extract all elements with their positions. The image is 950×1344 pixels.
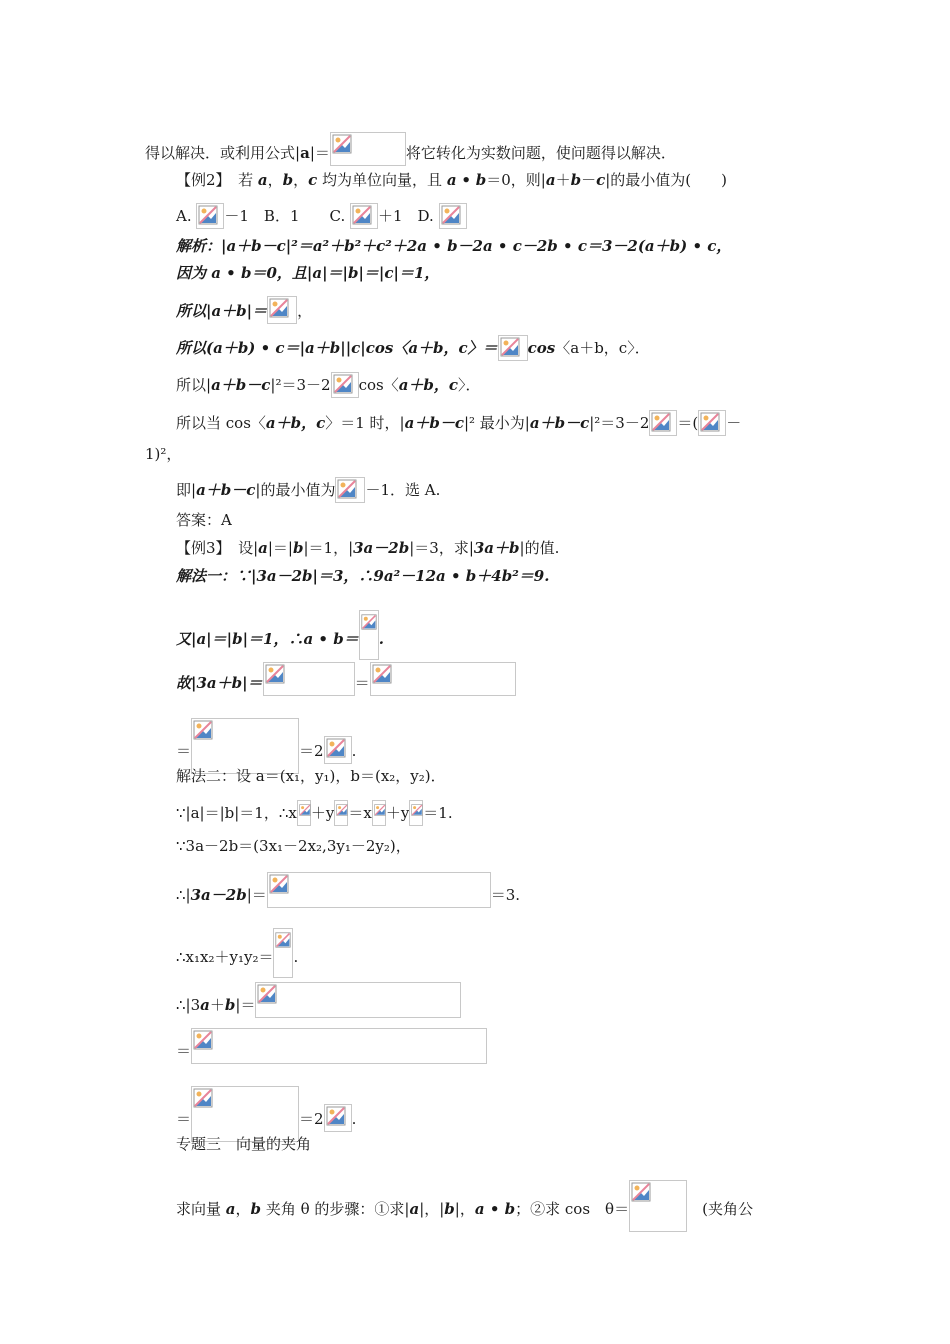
example-2-solution-3: 所以|a＋b|＝ ， <box>176 296 312 324</box>
broken-image-icon <box>352 205 372 225</box>
broken-image-icon <box>372 664 392 684</box>
broken-image-icon <box>326 1106 346 1126</box>
example-3-statement: 【例3】 设|a|＝|b|＝1，|3a－2b|＝3，求|3a＋b|的值. <box>176 539 560 557</box>
formula-image <box>350 203 378 229</box>
example-2-solution-6: 所以当 cos〈a＋b，c〉＝1 时，|a＋b－c|² 最小为|a＋b－c|²＝3－2 ＝( － <box>176 410 741 436</box>
formula-image <box>334 800 348 826</box>
formula-image <box>297 800 311 826</box>
formula-image <box>324 1104 352 1132</box>
formula-image <box>331 372 359 398</box>
formula-image <box>359 610 379 660</box>
formula-image <box>498 335 528 361</box>
formula-image <box>191 1028 487 1064</box>
example-3-method-1-b: 又|a|＝|b|＝1，∴a • b＝ . <box>176 610 384 660</box>
example-2-solution-6-cont: 1)²， <box>145 445 182 463</box>
formula-image <box>330 132 406 166</box>
broken-image-icon <box>411 802 423 818</box>
broken-image-icon <box>193 1088 213 1108</box>
formula-image <box>409 800 423 826</box>
broken-image-icon <box>500 337 520 357</box>
example-2-answer: 答案：A <box>176 511 232 529</box>
example-3-method-1-c: 故|3a＋b|＝ ＝ <box>176 662 516 696</box>
example-3-method-2-c: ∵3a－2b＝(3x₁－2x₂,3y₁－2y₂)， <box>176 837 411 855</box>
example-3-method-2-d: ∴|3a－2b|＝ ＝3. <box>176 872 520 908</box>
broken-image-icon <box>651 412 671 432</box>
example-2-options: A. －1 B．1 C. ＋1 D. <box>176 203 467 229</box>
formula-image <box>649 410 677 436</box>
example-3-method-2-h: ＝ ＝2 . <box>176 1086 356 1142</box>
broken-image-icon <box>265 664 285 684</box>
formula-image <box>273 928 293 978</box>
broken-image-icon <box>631 1182 651 1202</box>
example-3-method-2-e: ∴x₁x₂＋y₁y₂＝ . <box>176 928 298 978</box>
broken-image-icon <box>332 134 352 154</box>
broken-image-icon <box>441 205 461 225</box>
broken-image-icon <box>361 612 377 632</box>
broken-image-icon <box>193 1030 213 1050</box>
formula-image <box>698 410 726 436</box>
broken-image-icon <box>299 802 311 818</box>
formula-image <box>372 800 386 826</box>
broken-image-icon <box>275 930 291 950</box>
broken-image-icon <box>269 298 289 318</box>
formula-image <box>196 203 224 229</box>
broken-image-icon <box>269 874 289 894</box>
broken-image-icon <box>326 738 346 758</box>
broken-image-icon <box>333 374 353 394</box>
example-2-solution-7: 即|a＋b－c|的最小值为 －1．选 A. <box>176 477 440 503</box>
broken-image-icon <box>198 205 218 225</box>
example-3-method-1-d: ＝ ＝2 . <box>176 718 356 774</box>
broken-image-icon <box>336 802 348 818</box>
formula-image <box>263 662 355 696</box>
intro-line: 得以解决．或利用公式|a|＝ 将它转化为实数问题，使问题得以解决． <box>145 132 676 166</box>
section-heading: 专题三 向量的夹角 <box>176 1135 312 1153</box>
example-3-method-2-g: ＝ <box>176 1028 487 1064</box>
formula-image <box>629 1180 687 1232</box>
example-3-method-2-b: ∵|a|＝|b|＝1，∴x ＋y ＝x ＋y ＝1. <box>176 800 453 826</box>
formula-image <box>324 736 352 764</box>
broken-image-icon <box>337 479 357 499</box>
broken-image-icon <box>700 412 720 432</box>
example-3-method-1: 解法一：∵|3a－2b|＝3，∴9a²－12a • b＋4b²＝9. <box>176 567 550 585</box>
example-3-method-2: 解法二：设 a＝(x₁，y₁)，b＝(x₂，y₂)． <box>176 767 446 785</box>
example-3-method-2-f: ∴|3a＋b|＝ <box>176 982 461 1018</box>
formula-image <box>370 662 516 696</box>
formula-image <box>439 203 467 229</box>
example-2-solution-5: 所以|a＋b－c|²＝3－2 cos〈a＋b，c〉． <box>176 372 481 398</box>
formula-image <box>267 296 297 324</box>
example-2-solution-1: 解析：|a＋b－c|²＝a²＋b²＋c²＋2a • b－2a • c－2b • c＝3－2(a＋b) • c， <box>176 237 732 255</box>
broken-image-icon <box>193 720 213 740</box>
example-2-statement: 【例2】 若 a，b，c 均为单位向量，且 a • b＝0，则|a＋b－c|的最小值为( ) <box>176 171 728 189</box>
formula-image <box>267 872 491 908</box>
formula-image <box>255 982 461 1018</box>
broken-image-icon <box>257 984 277 1004</box>
topic-3-line: 求向量 a，b 夹角 θ 的步骤：①求|a|，|b|，a • b；②求 cos θ＝ (夹角公 <box>176 1180 753 1232</box>
formula-image <box>335 477 365 503</box>
option-a-label: A. <box>176 207 192 225</box>
broken-image-icon <box>374 802 386 818</box>
example-2-solution-4: 所以(a＋b) • c＝|a＋b||c|cos〈a＋b，c〉＝ cos〈a＋b，c〉． <box>176 335 650 361</box>
example-2-solution-2: 因为 a • b＝0，且|a|＝|b|＝|c|＝1， <box>176 264 440 282</box>
